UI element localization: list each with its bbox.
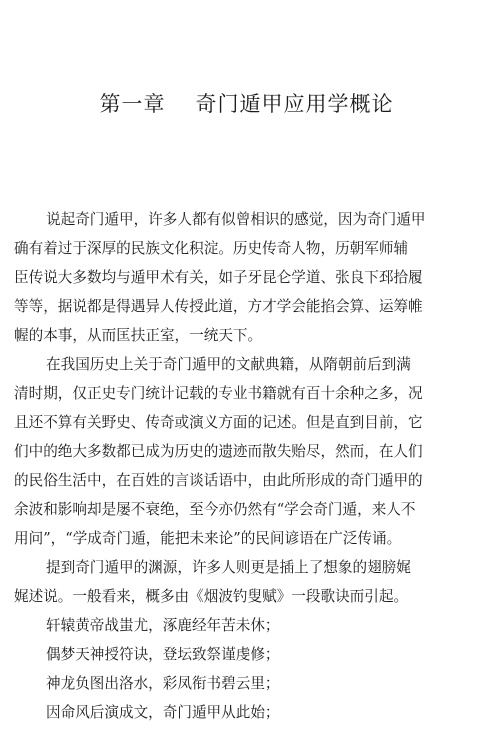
verse-line: 轩辕黄帝战蚩尤，涿鹿经年苦未休； [46, 617, 280, 634]
verse-line: 偶梦天神授符诀，登坛致祭谨虔修； [46, 646, 280, 663]
text-line: 在我国历史上关于奇门遁甲的文献典籍，从隋朝前后到满 [46, 356, 411, 373]
text-line: 且还不算有关野史、传奇或演义方面的记述。但是直到目前，它 [14, 414, 423, 431]
body-text [14, 205, 484, 727]
text-line: 用问”，“学成奇门遁，能把未来论”的民间谚语在广泛传诵。 [14, 530, 402, 547]
text-line: 等等，据说都是得遇异人传授此道，方才学会能掐会算、运筹帷 [14, 298, 423, 315]
verse-line: 因命风后演成文，奇门遁甲从此始； [46, 704, 280, 721]
chapter-name: 奇门遁甲应用学概论 [195, 92, 394, 116]
text-line: 说起奇门遁甲，许多人都有似曾相识的感觉，因为奇门遁甲 [46, 211, 426, 228]
text-line: 余波和影响却是屡不衰绝，至今亦仍然有“学会奇门遁，来人不 [14, 501, 416, 518]
text-line: 娓述说。一般看来，概多由《烟波钓叟赋》一段歌诀而引起。 [14, 588, 409, 605]
text-line: 臣传说大多数均与遁甲术有关，如子牙昆仑学道、张良下邳拾履 [14, 269, 423, 286]
text-line: 的民俗生活中，在百姓的言谈话语中，由此所形成的奇门遁甲的 [14, 472, 423, 489]
text-line: 清时期，仅正史专门统计记载的专业书籍就有百十余种之多，况 [14, 385, 423, 402]
text-line: 们中的绝大多数都已成为历史的遗迹而散失贻尽，然而，在人们 [14, 443, 423, 460]
text-line: 确有着过于深厚的民族文化积淀。历史传奇人物，历朝军师辅 [14, 240, 409, 257]
chapter-title [0, 88, 493, 118]
verse-line: 神龙负图出洛水，彩凤衔书碧云里； [46, 675, 280, 692]
text-line: 提到奇门遁甲的渊源，许多人则更是插上了想象的翅膀娓 [46, 559, 411, 576]
chapter-label: 第一章 [99, 92, 166, 116]
text-line: 幄的本事，从而匡扶正室，一统天下。 [14, 327, 263, 344]
